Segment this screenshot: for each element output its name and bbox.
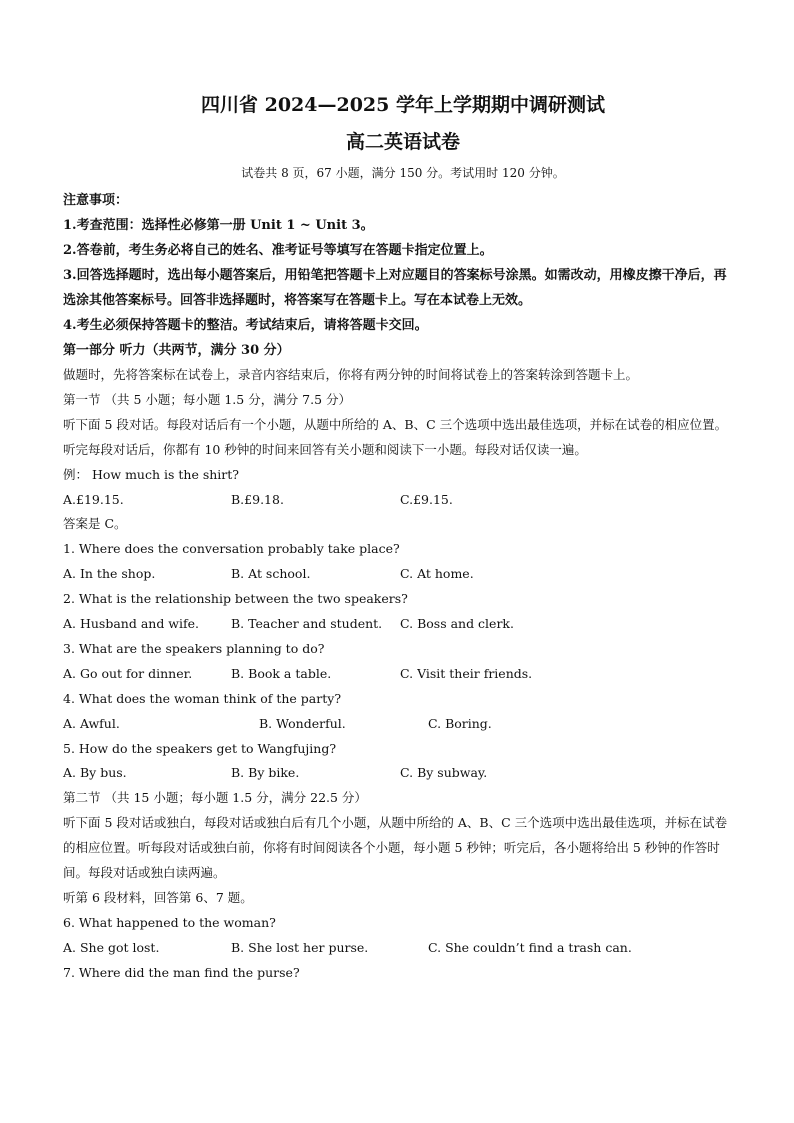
note-item-2: 2.答卷前，考生务必将自己的姓名、准考证号等填写在答题卡指定位置上。 [63, 243, 493, 258]
question-4-option-b: B. Wonderful. [259, 715, 346, 731]
part1-heading: 第一部分 听力（共两节，满分 30 分） [63, 343, 290, 358]
question-6-options [63, 936, 743, 961]
question-6-option-a: A. She got lost. [63, 939, 160, 955]
section2-instructions: 听下面 5 段对话或独白，每段对话或独白后有几个小题，从题中所给的 A、B、C 三个选项中选出最佳选项，并标在试卷的相应位置。听每段对话或独白前，你将有时间阅读各个小题，每小题 5 秒钟；听完后，各小题将给出 5 秒钟的作答时间。每段对话或独白读两遍。 [63, 815, 728, 881]
question-3-option-a: A. Go out for dinner. [63, 665, 193, 681]
exam-title: 四川省 2024—2025 学年上学期期中调研测试 [201, 94, 605, 116]
question-5-options [63, 761, 743, 786]
section1-heading: 第一节 （共 5 小题；每小题 1.5 分，满分 7.5 分） [63, 391, 352, 407]
question-1-option-c: C. At home. [400, 566, 474, 582]
question-1-option-b: B. At school. [231, 566, 311, 582]
question-1: 1. Where does the conversation probably take place? [63, 541, 400, 557]
example-option-c: C.£9.15. [400, 491, 453, 507]
question-3: 3. What are the speakers planning to do? [63, 640, 325, 656]
example-option-b: B.£9.18. [231, 491, 284, 507]
question-4-option-c: C. Boring. [428, 715, 492, 731]
question-3-option-c: C. Visit their friends. [400, 665, 533, 681]
exam-subtitle: 高二英语试卷 [345, 131, 460, 153]
question-7: 7. Where did the man find the purse? [63, 964, 300, 980]
example-answer: 答案是 C。 [63, 516, 127, 532]
question-6: 6. What happened to the woman? [63, 914, 276, 930]
question-2-options [63, 612, 743, 637]
example-option-a: A.£19.15. [63, 491, 124, 507]
question-2: 2. What is the relationship between the two speakers? [63, 591, 408, 607]
question-2-option-a: A. Husband and wife. [63, 616, 199, 632]
material-6-note: 听第 6 段材料，回答第 6、7 题。 [63, 889, 253, 905]
question-1-option-a: A. In the shop. [63, 566, 156, 582]
question-4-option-a: A. Awful. [63, 715, 120, 731]
exam-page [63, 92, 743, 986]
section2-heading: 第二节 （共 15 小题；每小题 1.5 分，满分 22.5 分） [63, 790, 367, 806]
section1-instructions: 听下面 5 段对话。每段对话后有一个小题，从题中所给的 A、B、C 三个选项中选出最佳选项，并标在试卷的相应位置。听完每段对话后，你都有 10 秒钟的时间来回答有关小题和阅读下一小题。每段对话仅读一遍。 [63, 416, 728, 457]
question-3-options [63, 662, 743, 687]
question-5-option-b: B. By bike. [231, 765, 300, 781]
question-2-option-c: C. Boss and clerk. [400, 616, 514, 632]
question-1-options [63, 562, 743, 587]
exam-meta: 试卷共 8 页，67 小题，满分 150 分。考试用时 120 分钟。 [241, 166, 565, 180]
note-item-3: 3.回答选择题时，选出每小题答案后，用铅笔把答题卡上对应题目的答案标号涂黑。如需改动，用橡皮擦干净后，再选涂其他答案标号。回答非选择题时，将答案写在答题卡上。写在本试卷上无效。 [63, 268, 727, 308]
question-4: 4. What does the woman think of the party? [63, 690, 342, 706]
question-5: 5. How do the speakers get to Wangfujing? [63, 740, 337, 756]
example-question: 例： How much is the shirt? [63, 466, 239, 482]
question-6-option-c: C. She couldn’t find a trash can. [428, 939, 632, 955]
question-5-option-a: A. By bus. [63, 765, 127, 781]
note-item-4: 4.考生必须保持答题卡的整洁。考试结束后，请将答题卡交回。 [63, 318, 428, 333]
question-3-option-b: B. Book a table. [231, 665, 332, 681]
notes-heading: 注意事项： [63, 193, 129, 208]
question-2-option-b: B. Teacher and student. [231, 616, 383, 632]
example-options [63, 488, 743, 513]
question-5-option-c: C. By subway. [400, 765, 488, 781]
question-6-option-b: B. She lost her purse. [231, 939, 369, 955]
question-4-options [63, 712, 743, 737]
part1-intro: 做题时，先将答案标在试卷上，录音内容结束后，你将有两分钟的时间将试卷上的答案转涂到答题卡上。 [63, 367, 639, 382]
note-item-1: 1.考查范围：选择性必修第一册 Unit 1 ~ Unit 3。 [63, 218, 374, 233]
